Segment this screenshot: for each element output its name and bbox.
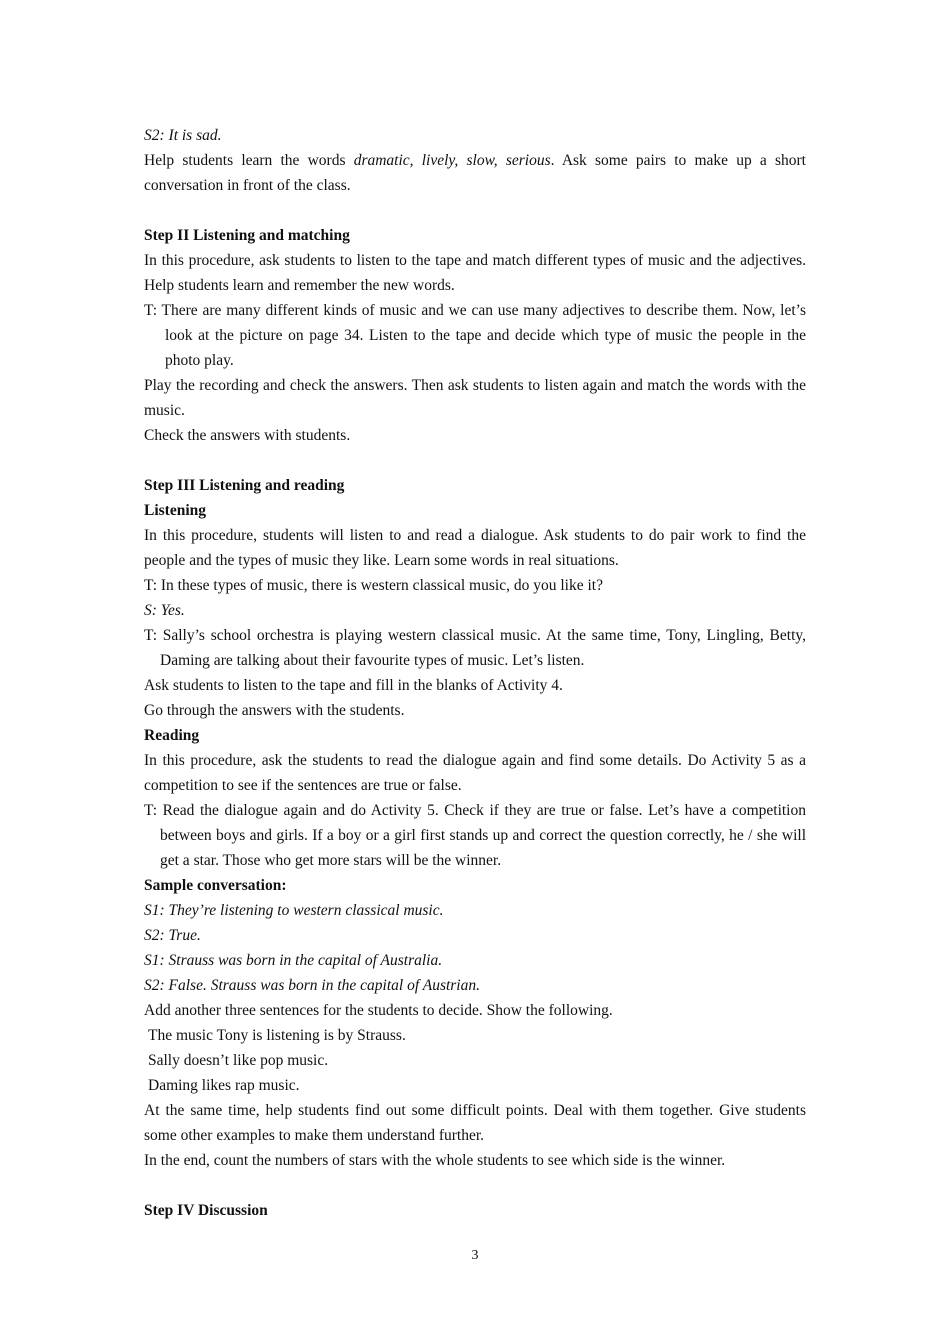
list-item: The music Tony is listening is by Strauss.	[148, 1027, 406, 1044]
paragraph: At the same time, help students find out some difficult points. Deal with them together. Give students some other examples to make them understand further.	[144, 1102, 806, 1144]
paragraph: Go through the answers with the students.	[144, 702, 405, 719]
paragraph: Add another three sentences for the students to decide. Show the following.	[144, 1002, 613, 1019]
subsection-heading: Reading	[144, 727, 200, 744]
dialogue-line: S1: Strauss was born in the capital of Australia.	[144, 952, 443, 969]
subsection-heading: Listening	[144, 502, 207, 519]
document-body	[144, 123, 806, 1223]
paragraph: In this procedure, ask students to listen to the tape and match different types of music and the adjectives. Help students learn and remember the new words.	[144, 252, 806, 294]
paragraph: Check the answers with students.	[144, 427, 351, 444]
dialogue-line: S2: False. Strauss was born in the capital of Austrian.	[144, 977, 480, 994]
paragraph: In the end, count the numbers of stars with the whole students to see which side is the winner.	[144, 1152, 726, 1169]
paragraph	[144, 148, 806, 198]
teacher-line: T: In these types of music, there is western classical music, do you like it?	[144, 577, 603, 594]
dialogue-line: S2: It is sad.	[144, 127, 222, 144]
list-item: Daming likes rap music.	[148, 1077, 300, 1094]
dialogue-line: S2: True.	[144, 927, 201, 944]
paragraph: Play the recording and check the answers. Then ask students to listen again and match the words with the music.	[144, 377, 806, 419]
paragraph: In this procedure, ask the students to read the dialogue again and find some details. Do Activity 5 as a competition to see if the sentences are true or false.	[144, 752, 806, 794]
dialogue-line: S1: They’re listening to western classical music.	[144, 902, 444, 919]
paragraph: In this procedure, students will listen to and read a dialogue. Ask students to do pair work to find the people and the types of music they like. Learn some words in real situations.	[144, 527, 806, 569]
text-run: . Ask some pairs to make up a short conversation in front of the class.	[144, 152, 806, 194]
vocabulary-words: dramatic, lively, slow, serious	[353, 152, 551, 169]
teacher-line: T: There are many different kinds of music and we can use many adjectives to describe them. Now, let’s look at the picture on page 34. Listen to the tape and decide which type of music the people in the photo play.	[144, 302, 806, 369]
section-heading: Step II Listening and matching	[144, 227, 350, 244]
dialogue-line: S: Yes.	[144, 602, 185, 619]
subsection-heading: Sample conversation:	[144, 877, 287, 894]
section-heading: Step IV Discussion	[144, 1202, 268, 1219]
teacher-line: T: Sally’s school orchestra is playing western classical music. At the same time, Tony, Lingling, Betty, Daming are talking about their favourite types of music. Let’s listen.	[144, 627, 806, 669]
text-run: Help students learn the words	[144, 152, 354, 169]
teacher-line: T: Read the dialogue again and do Activity 5. Check if they are true or false. Let’s have a competition between boys and girls. If a boy or a girl first stands up and correct the question correctly, he / she will get a star. Those who get more stars will be the winner.	[144, 802, 806, 869]
list-item: Sally doesn’t like pop music.	[148, 1052, 329, 1069]
page-number: 3	[471, 1248, 479, 1263]
section-heading: Step III Listening and reading	[144, 477, 345, 494]
paragraph: Ask students to listen to the tape and fill in the blanks of Activity 4.	[144, 677, 563, 694]
